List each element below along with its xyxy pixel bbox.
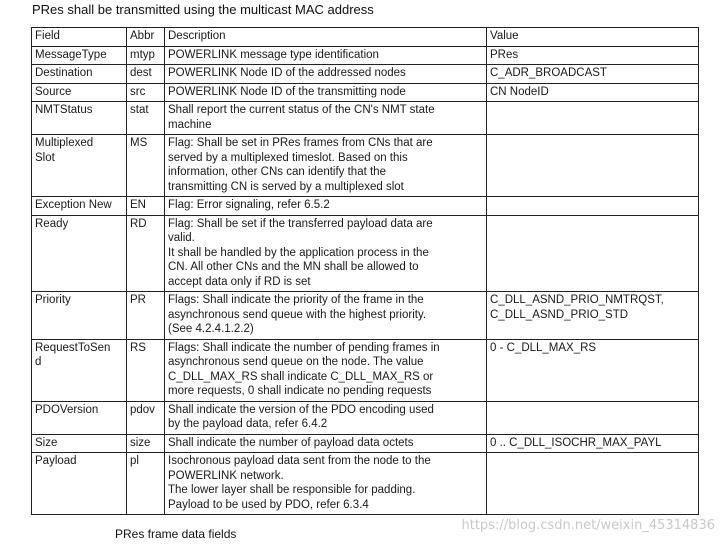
cell-value	[487, 102, 699, 135]
table-row	[32, 197, 699, 216]
cell-description: Flag: Error signaling, refer 6.5.2	[165, 197, 487, 216]
cell-field: Source	[32, 83, 127, 102]
cell-field: Exception New	[32, 197, 127, 216]
cell-value	[487, 401, 699, 434]
cell-description: Flag: Shall be set if the transferred payload data are valid. It shall be handled by the application process in the CN. All other CNs and the MN shall be allowed to accept data only if RD is set	[165, 215, 487, 292]
cell-abbr: size	[127, 434, 165, 453]
cell-field: Ready	[32, 215, 127, 292]
cell-field: Destination	[32, 65, 127, 84]
cell-field: RequestToSen d	[32, 339, 127, 401]
cell-description: Flags: Shall indicate the number of pending frames in asynchronous send queue on the node. The value C_DLL_MAX_RS shall indicate C_DLL_MAX_RS or more requests, 0 shall indicate no pending requests	[165, 339, 487, 401]
table-heading: PRes shall be transmitted using the multicast MAC address	[32, 2, 374, 17]
cell-abbr: mtyp	[127, 46, 165, 65]
cell-description: Shall report the current status of the CN's NMT state machine	[165, 102, 487, 135]
cell-field: Payload	[32, 453, 127, 515]
cell-value: C_DLL_ASND_PRIO_NMTRQST, C_DLL_ASND_PRIO_STD	[487, 292, 699, 340]
cell-description: Shall indicate the number of payload data octets	[165, 434, 487, 453]
cell-field: Size	[32, 434, 127, 453]
cell-description: POWERLINK Node ID of the addressed nodes	[165, 65, 487, 84]
table-row	[32, 46, 699, 65]
cell-value: PRes	[487, 46, 699, 65]
watermark-url: https://blog.csdn.net/weixin_45314836	[461, 518, 715, 533]
cell-field: NMTStatus	[32, 102, 127, 135]
table-body	[32, 46, 699, 515]
cell-description: Flag: Shall be set in PRes frames from CNs that are served by a multiplexed timeslot. Based on this information, other CNs can identify that the transmitting CN is served by a multiplexed slot	[165, 135, 487, 197]
table-row	[32, 339, 699, 401]
header-abbr: Abbr	[127, 28, 165, 47]
table-row	[32, 292, 699, 340]
table-row	[32, 434, 699, 453]
cell-value: C_ADR_BROADCAST	[487, 65, 699, 84]
cell-field: Multiplexed Slot	[32, 135, 127, 197]
cell-field: Priority	[32, 292, 127, 340]
cell-value: 0 - C_DLL_MAX_RS	[487, 339, 699, 401]
cell-abbr: PR	[127, 292, 165, 340]
cell-abbr: stat	[127, 102, 165, 135]
cell-value	[487, 135, 699, 197]
table-caption: PRes frame data fields	[115, 527, 237, 541]
cell-value: CN NodeID	[487, 83, 699, 102]
cell-value	[487, 453, 699, 515]
cell-field: MessageType	[32, 46, 127, 65]
cell-abbr: EN	[127, 197, 165, 216]
cell-value: 0 .. C_DLL_ISOCHR_MAX_PAYL	[487, 434, 699, 453]
cell-abbr: src	[127, 83, 165, 102]
cell-abbr: MS	[127, 135, 165, 197]
cell-abbr: dest	[127, 65, 165, 84]
cell-description: POWERLINK Node ID of the transmitting node	[165, 83, 487, 102]
table-row	[32, 401, 699, 434]
cell-description: Isochronous payload data sent from the node to the POWERLINK network. The lower layer shall be responsible for padding. Payload to be used by PDO, refer 6.3.4	[165, 453, 487, 515]
table-row	[32, 83, 699, 102]
cell-description: POWERLINK message type identification	[165, 46, 487, 65]
table-header	[32, 28, 699, 47]
table-row	[32, 215, 699, 292]
header-value: Value	[487, 28, 699, 47]
cell-abbr: pl	[127, 453, 165, 515]
cell-description: Shall indicate the version of the PDO encoding used by the payload data, refer 6.4.2	[165, 401, 487, 434]
cell-abbr: RS	[127, 339, 165, 401]
cell-value	[487, 215, 699, 292]
header-description: Description	[165, 28, 487, 47]
table-header-row	[32, 28, 699, 47]
cell-description: Flags: Shall indicate the priority of the frame in the asynchronous send queue with the highest priority. (See 4.2.4.1.2.2)	[165, 292, 487, 340]
table-row	[32, 102, 699, 135]
table-row	[32, 65, 699, 84]
table-row	[32, 135, 699, 197]
table-row	[32, 453, 699, 515]
cell-abbr: RD	[127, 215, 165, 292]
cell-abbr: pdov	[127, 401, 165, 434]
header-field: Field	[32, 28, 127, 47]
cell-field: PDOVersion	[32, 401, 127, 434]
pres-frame-table	[31, 27, 699, 515]
cell-value	[487, 197, 699, 216]
